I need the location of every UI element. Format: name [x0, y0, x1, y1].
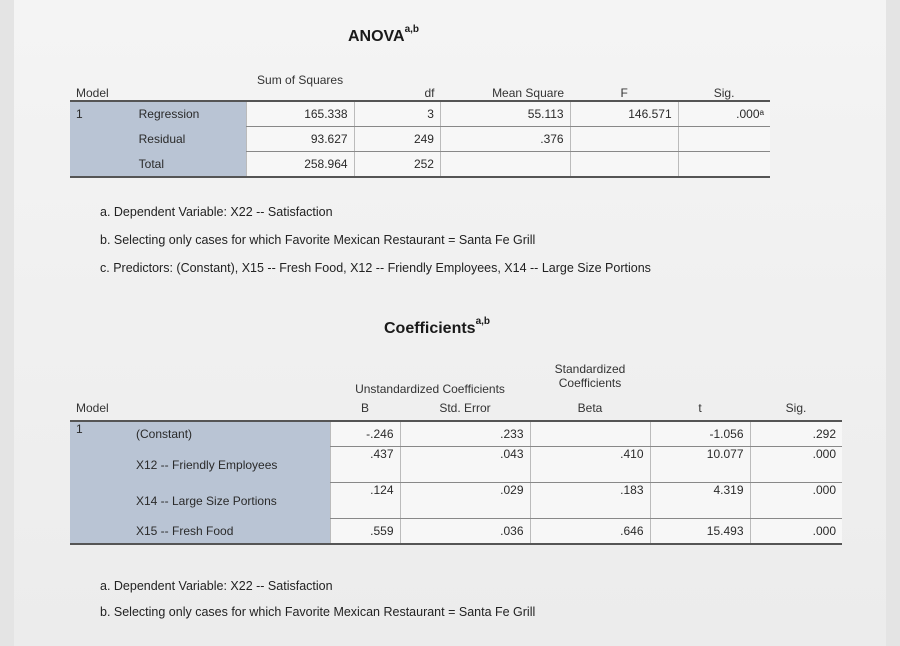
cell-se: .233: [400, 421, 530, 447]
anova-table: [70, 60, 770, 178]
cell-b: .124: [330, 483, 400, 519]
cell-ms: 55.113: [440, 101, 570, 127]
header-df: df: [424, 86, 435, 100]
row-label: X12 -- Friendly Employees: [130, 447, 330, 483]
cell-sig: .000: [750, 483, 842, 519]
header-model: Model: [76, 401, 109, 415]
table-row: [70, 447, 842, 483]
cell-df: 3: [354, 101, 440, 127]
header-sum-of-squares: Sum of Squares: [257, 73, 344, 87]
cell-df: 252: [354, 152, 440, 178]
cell-sig: [678, 152, 770, 178]
row-label: Residual: [133, 127, 246, 152]
table-row: [70, 152, 770, 178]
row-label: Total: [133, 152, 246, 178]
cell-beta: .183: [530, 483, 650, 519]
row-label: (Constant): [130, 421, 330, 447]
header-unstandardized: Unstandardized Coefficients: [355, 382, 505, 396]
model-number: 1: [70, 101, 133, 127]
cell-beta: [530, 421, 650, 447]
header-sig: Sig.: [785, 401, 807, 415]
model-number: 1: [70, 421, 130, 447]
header-beta: Beta: [577, 401, 603, 415]
header-std-error: Std. Error: [439, 401, 491, 415]
cell-t: -1.056: [650, 421, 750, 447]
anova-note-c: c. Predictors: (Constant), X15 -- Fresh Food, X12 -- Friendly Employees, X14 -- Large Size Portions: [100, 261, 651, 275]
table-row: [70, 101, 770, 127]
cell-t: 15.493: [650, 519, 750, 545]
anova-title: ANOVA$^{a,b}$: [348, 24, 420, 45]
cell-ms: .376: [440, 127, 570, 152]
row-label: X15 -- Fresh Food: [130, 519, 330, 545]
cell-t: 4.319: [650, 483, 750, 519]
cell-sig: .000ᵃ: [678, 101, 770, 127]
header-b: B: [360, 401, 369, 415]
cell-se: .043: [400, 447, 530, 483]
cell-beta: .410: [530, 447, 650, 483]
cell-b: -.246: [330, 421, 400, 447]
anova-note-b: b. Selecting only cases for which Favorite Mexican Restaurant = Santa Fe Grill: [100, 233, 536, 247]
cell-sig: .000: [750, 519, 842, 545]
header-f: F: [620, 86, 628, 100]
cell-f: [570, 127, 678, 152]
row-label: X14 -- Large Size Portions: [130, 483, 330, 519]
cell-t: 10.077: [650, 447, 750, 483]
cell-f: 146.571: [570, 101, 678, 127]
cell-df: 249: [354, 127, 440, 152]
cell-se: .036: [400, 519, 530, 545]
header-sig: Sig.: [713, 86, 735, 100]
coefficients-note-a: a. Dependent Variable: X22 -- Satisfaction: [100, 579, 333, 593]
header-model: Model: [76, 86, 109, 100]
row-label: Regression: [133, 101, 246, 127]
coefficients-table: [70, 356, 842, 545]
cell-ss: 93.627: [246, 127, 354, 152]
cell-se: .029: [400, 483, 530, 519]
cell-sig: .292: [750, 421, 842, 447]
table-row: [70, 483, 842, 519]
cell-f: [570, 152, 678, 178]
cell-sig: [678, 127, 770, 152]
cell-ss: 258.964: [246, 152, 354, 178]
anova-note-a: a. Dependent Variable: X22 -- Satisfaction: [100, 205, 333, 219]
cell-b: .559: [330, 519, 400, 545]
header-standardized: Standardized Coefficients: [554, 362, 626, 390]
table-row: [70, 127, 770, 152]
cell-ss: 165.338: [246, 101, 354, 127]
cell-sig: .000: [750, 447, 842, 483]
header-mean-square: Mean Square: [492, 86, 565, 100]
coefficients-title: Coefficients$^{a,b}$: [384, 316, 491, 337]
cell-beta: .646: [530, 519, 650, 545]
header-t: t: [698, 401, 702, 415]
coefficients-note-b: b. Selecting only cases for which Favorite Mexican Restaurant = Santa Fe Grill: [100, 605, 536, 619]
table-row: [70, 519, 842, 545]
cell-ms: [440, 152, 570, 178]
table-row: [70, 421, 842, 447]
cell-b: .437: [330, 447, 400, 483]
